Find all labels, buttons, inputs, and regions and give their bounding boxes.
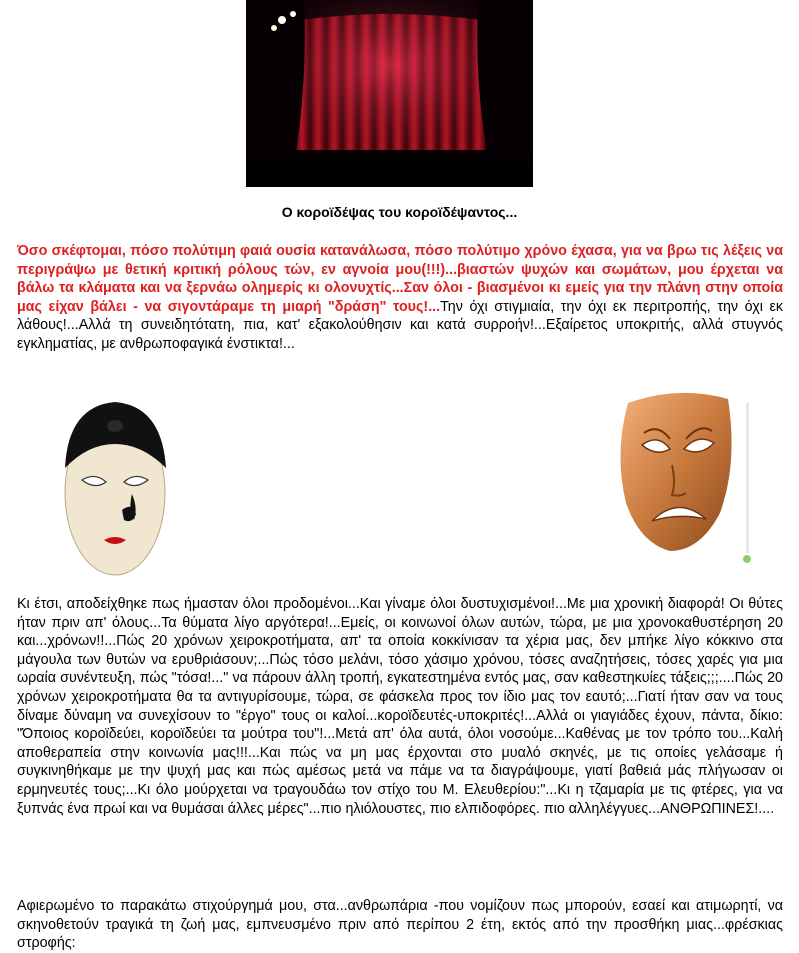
article-paragraph-1 xyxy=(17,242,783,354)
tragedy-mask-image xyxy=(608,383,756,568)
pierrot-mask-icon xyxy=(62,398,169,578)
article-paragraph-2: Κι έτσι, αποδείχθηκε πως ήμασταν όλοι προδομένοι...Και γίναμε όλοι δυστυχισμένοι!...Με μια χρονική διαφορά! Οι θύτες ήταν πριν απ' όλους...Τα θύματα λίγο αργότερα!...Εμείς, οι κοινωνοί όλων αυτών, τώρα, με μια χρονοκαθυστέρηση 20 και...χρόνων!!...Πώς 20 χρόνων χειροκροτήματα, απ' τα οποία κοκκίνισαν τα χέρια μας, δεν μπήκε λίγο κόκκινο στα μάγουλα των θυτών να ερυθριάσουν;...Πώς τόσο μελάνι, τόσο χάσιμο χρόνου, τόσες αναζητήσεις, τόσες χαρές για μια ωραία συνέντευξη, πώς "τόσα!..." να πάρουν άλλη τροπή, εγκατεστημένα εντός μας, σαν καθεστηκυίες τάξεις;;;....Πώς 20 χρόνων χειροκροτήματα θα τα αντιγυρίσουμε, τώρα, σε φάσκελα προς τον ίδιο μας τον εαυτό;...Γιατί ήταν σαν να τους δίναμε δύναμη να συνεχίσουν το "έργο" τους οι καλοί...κοροϊδευτές-υποκριτές!...Αλλά οι γιαγιάδες έχουν, πάντα, δίκιο: "Όποιος κοροϊδεύει, κοροϊδεύει τα μούτρα του"!...Μετά απ' όλα αυτά, όλοι νοσούμε...Καθένας με τον τρόπο του...Καλή αποθεραπεία στην κοινωνία μας!!!...Και πώς να μη μας έρχονται στο μυαλό σκηνές, με τις οποίες γελάσαμε ή συγκινηθήκαμε με την ψυχή μας και πώς αμέσως μετά να πάμε να τα διαγράψουμε, γιατί βαθειά μάς πλήγωσαν οι ερμηνευτές τους;...Κι όλο μούρχεται να τραγουδάω τον στίχο του Μ. Ελευθερίου:"...Κι η τζαμαρία με τις φτέρες, για να ξυπνάς ένα πρωί και να θυμάσαι άλλες μέρες"...πιο ηλιόλουστες, πιο ελπιδοφόρες. πιο αλληλέγγυες...ΑΝΘΡΩΠΙΝΕΣ!.... xyxy=(17,596,783,817)
tragedy-mask-icon xyxy=(608,383,756,568)
article-paragraph-3: Αφιερωμένο το παρακάτω στιχούργημά μου, στα...ανθρωπάρια -που νομίζουν πως μπορούν, εσαεί και ατιμωρητί, να σκηνοθετούν τραγικά τη ζωή μας, εμπνευσμένο πριν από περίπου 2 έτη, εκτός από την προσθήκη μιας...φρέσκιας στροφής: xyxy=(17,898,783,952)
theater-curtain-image xyxy=(246,0,533,187)
highlighted-text: Όσο σκέφτομαι, πόσο πολύτιμη φαιά ουσία κατανάλωσα, πόσο πολύτιμο χρόνο έχασα, για να βρω τις λέξεις να περιγράψω με θετική κριτική ρόλους τών, εν αγνοία μου(!!!)...βιαστών ψυχών και σωμάτων, μου έρχεται να βάλω τα κλάματα και να ξερνάω ολημερίς κι ολονυχτίς...Σαν όλοι - βιασμένοι κι εμείς για την πλάνη στην οποία μας είχαν βάλει - να σιγοντάραμε τη μιαρή "δράση" τους!... xyxy=(17,243,783,315)
paragraph-text: Την όχι στιγμιαία, την όχι εκ περιτροπής, την όχι εκ λάθους!...Αλλά τη συνειδητότατη, πια, κατ' εξακολούθησιν και κατά συρροήν!...Εξαίρετος υποκριτής, αλλά στυγνός εγκληματίας, με ανθρωποφαγικά ένστικτα!... xyxy=(17,298,783,352)
article-title: Ο κοροϊδέψας του κοροϊδέψαντος... xyxy=(281,204,518,220)
pierrot-mask-image xyxy=(62,398,169,578)
curtain-stage-icon xyxy=(246,0,533,187)
